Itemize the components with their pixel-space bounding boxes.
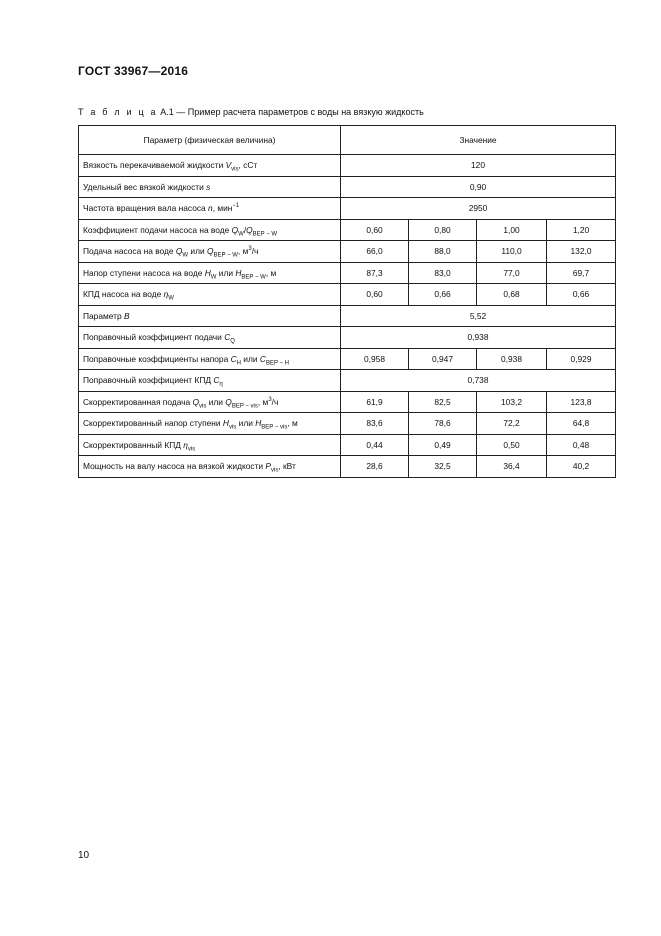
label-text: , кВт: [278, 461, 296, 472]
row-label: [79, 284, 341, 306]
label-subscript: BEP − W: [241, 274, 266, 281]
label-symbol: C: [224, 332, 231, 343]
label-text: или: [240, 353, 260, 364]
label-subscript: η: [219, 381, 223, 388]
row-label: [79, 241, 341, 263]
row-label: [79, 305, 341, 327]
label-subscript: BEP − vis: [261, 424, 288, 431]
label-symbol: η: [163, 289, 169, 300]
label-text: Подача насоса на воде: [83, 246, 176, 257]
value-cell: 0,938: [341, 327, 616, 349]
label-symbol: V: [225, 160, 232, 171]
value-cell: 0,929: [547, 348, 616, 370]
value-cell: 61,9: [341, 391, 409, 413]
label-symbol: C: [230, 353, 237, 364]
value-cell: 88,0: [409, 241, 477, 263]
label-symbol: P: [265, 461, 271, 472]
table-row: [79, 219, 616, 241]
table-row: [79, 305, 616, 327]
value-cell: 0,44: [341, 434, 409, 456]
table-header-row: [79, 126, 616, 155]
value-cell: 5,52: [341, 305, 616, 327]
label-text: /: [243, 224, 247, 235]
value-cell: 66,0: [341, 241, 409, 263]
row-label: [79, 219, 341, 241]
label-text: Напор ступени насоса на воде: [83, 267, 205, 278]
label-symbol: Q: [175, 246, 183, 257]
label-text: Коэффициент подачи насоса на воде: [83, 224, 232, 235]
label-subscript: W: [238, 231, 244, 238]
label-text: или: [216, 267, 236, 278]
value-cell: 0,938: [477, 348, 547, 370]
parameters-table: [78, 125, 616, 478]
row-label: [79, 262, 341, 284]
label-subscript: vis: [187, 446, 196, 453]
label-text: Частота вращения вала насоса: [83, 203, 209, 214]
label-symbol: H: [222, 418, 229, 429]
table-row: [79, 413, 616, 435]
label-symbol: n: [208, 203, 213, 214]
label-symbol: C: [259, 353, 266, 364]
table-row: [79, 198, 616, 220]
table-row: [79, 370, 616, 392]
label-text: , м: [265, 267, 277, 278]
label-symbol: Q: [231, 224, 239, 235]
label-symbol: Q: [246, 224, 253, 235]
label-subscript: BEP − W: [252, 231, 278, 238]
value-cell: 0,50: [477, 434, 547, 456]
row-label: [79, 434, 341, 456]
label-text: КПД насоса на воде: [83, 289, 164, 300]
value-cell: 36,4: [477, 456, 547, 478]
value-cell: 0,60: [341, 284, 409, 306]
table-row: [79, 262, 616, 284]
label-symbol: Q: [225, 396, 232, 407]
value-cell: 2950: [341, 198, 616, 220]
value-cell: 0,90: [341, 176, 616, 198]
label-text: или: [236, 418, 256, 429]
label-text: , сСт: [238, 160, 258, 171]
row-label: [79, 176, 341, 198]
value-cell: 87,3: [341, 262, 409, 284]
table-row: [79, 348, 616, 370]
value-cell: 64,8: [547, 413, 616, 435]
value-cell: 83,0: [409, 262, 477, 284]
table-row: [79, 434, 616, 456]
value-cell: 123,8: [547, 391, 616, 413]
label-symbol: Q: [192, 396, 200, 407]
label-text: Скорректированный КПД: [83, 439, 184, 450]
label-text: Параметр: [83, 310, 124, 321]
label-subscript: BEP − H: [265, 360, 290, 367]
label-text: Поправочный коэффициент КПД: [83, 375, 214, 386]
label-text: Мощность на валу насоса на вязкой жидкости: [83, 461, 266, 472]
value-cell: 77,0: [477, 262, 547, 284]
label-symbol: η: [183, 439, 188, 450]
row-label: [79, 370, 341, 392]
label-text: , м: [287, 418, 298, 429]
table-body: [79, 155, 616, 478]
label-text: , мин: [212, 203, 233, 214]
label-text: Вязкость перекачиваемой жидкости: [83, 160, 226, 171]
label-text: Скорректированный напор ступени: [83, 418, 223, 429]
header-value: Значение: [341, 126, 616, 155]
value-cell: 110,0: [477, 241, 547, 263]
table-row: [79, 241, 616, 263]
row-label: [79, 348, 341, 370]
value-cell: 0,738: [341, 370, 616, 392]
label-superscript: −1: [232, 203, 240, 210]
label-superscript: 3: [248, 246, 252, 253]
table-row: [79, 456, 616, 478]
label-text: Скорректированная подача: [83, 396, 193, 407]
value-cell: 1,20: [547, 219, 616, 241]
label-text: Поправочный коэффициент подачи: [83, 332, 225, 343]
row-label: [79, 327, 341, 349]
table-row: [79, 391, 616, 413]
label-subscript: vis: [231, 166, 239, 173]
value-cell: 82,5: [409, 391, 477, 413]
value-cell: 78,6: [409, 413, 477, 435]
value-cell: 0,66: [547, 284, 616, 306]
label-text: /ч: [271, 396, 279, 407]
value-cell: 72,2: [477, 413, 547, 435]
label-symbol: C: [213, 375, 220, 386]
value-cell: 0,68: [477, 284, 547, 306]
table-row: [79, 284, 616, 306]
label-symbol: B: [123, 310, 130, 321]
label-subscript: BEP − vis: [231, 403, 258, 410]
table-row: [79, 327, 616, 349]
caption-text: — Пример расчета параметров с воды на вязкую жидкость: [176, 107, 424, 117]
label-text: , м: [257, 396, 269, 407]
value-cell: 0,60: [341, 219, 409, 241]
value-cell: 132,0: [547, 241, 616, 263]
label-text: , м: [237, 246, 249, 257]
page-number: 10: [78, 850, 90, 861]
table-row: [79, 176, 616, 198]
label-symbol: H: [255, 418, 262, 429]
label-text: или: [188, 246, 207, 257]
value-cell: 0,49: [409, 434, 477, 456]
value-cell: 40,2: [547, 456, 616, 478]
label-subscript: W: [182, 252, 189, 259]
value-cell: 103,2: [477, 391, 547, 413]
row-label: [79, 155, 341, 177]
label-text: /ч: [251, 246, 259, 257]
label-subscript: H: [236, 360, 241, 367]
label-symbol: Q: [207, 246, 214, 257]
label-symbol: H: [235, 267, 242, 278]
value-cell: 0,947: [409, 348, 477, 370]
value-cell: 83,6: [341, 413, 409, 435]
table-row: [79, 155, 616, 177]
caption-number: А.1: [160, 107, 174, 117]
label-subscript: vis: [228, 424, 237, 431]
label-text: или: [206, 396, 226, 407]
label-subscript: Q: [230, 338, 235, 345]
label-subscript: BEP − W: [213, 252, 238, 259]
value-cell: 28,6: [341, 456, 409, 478]
label-text: Удельный вес вязкой жидкости: [83, 181, 207, 192]
label-subscript: W: [168, 295, 174, 302]
table-caption: [78, 107, 424, 117]
value-cell: 120: [341, 155, 616, 177]
value-cell: 32,5: [409, 456, 477, 478]
value-cell: 1,00: [477, 219, 547, 241]
label-subscript: W: [210, 274, 217, 281]
row-label: [79, 391, 341, 413]
label-text: Поправочные коэффициенты напора: [83, 353, 231, 364]
row-label: [79, 413, 341, 435]
label-symbol: H: [204, 267, 211, 278]
label-subscript: vis: [199, 403, 207, 410]
value-cell: 69,7: [547, 262, 616, 284]
label-subscript: vis: [271, 467, 279, 474]
row-label: [79, 198, 341, 220]
value-cell: 0,958: [341, 348, 409, 370]
document-header: ГОСТ 33967—2016: [78, 64, 189, 78]
header-parameter: Параметр (физическая величина): [79, 126, 341, 155]
row-label: [79, 456, 341, 478]
value-cell: 0,80: [409, 219, 477, 241]
label-symbol: s: [206, 181, 211, 192]
value-cell: 0,48: [547, 434, 616, 456]
caption-prefix: Т а б л и ц а: [78, 107, 158, 117]
label-superscript: 3: [268, 396, 272, 403]
value-cell: 0,66: [409, 284, 477, 306]
